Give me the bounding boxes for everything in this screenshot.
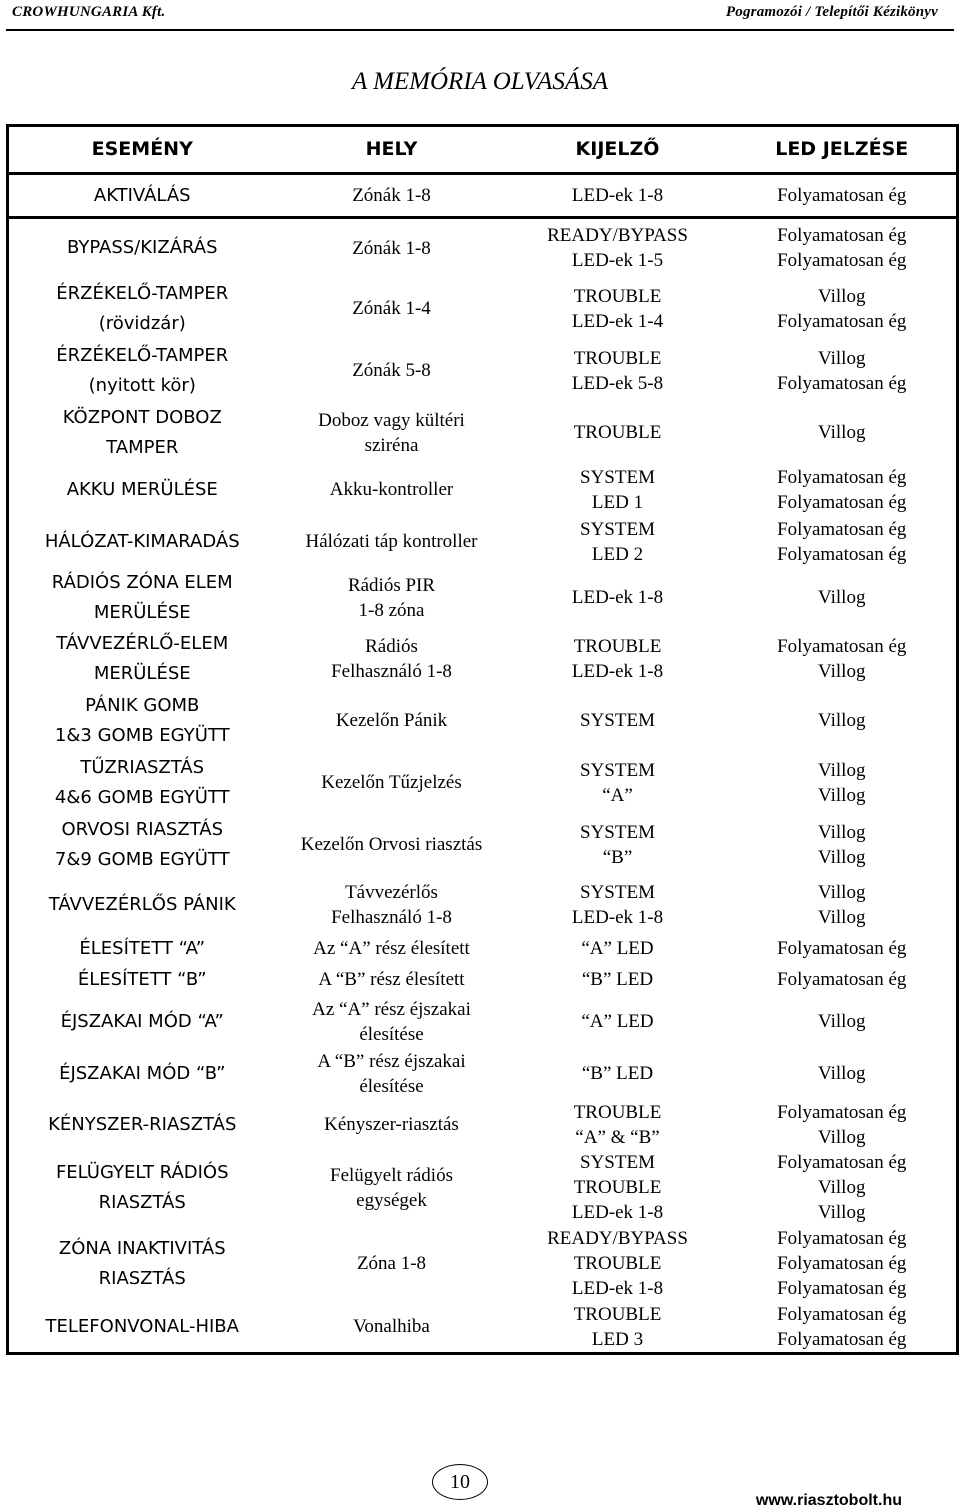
event-cell: KÖZPONT DOBOZ TAMPER [62,406,222,458]
place-cell: Kezelőn Pánik [335,710,448,731]
led-cell: Villog Villog [818,821,866,868]
place-cell: Zónák 1-8 [352,237,431,259]
event-cell: AKTIVÁLÁS [8,174,276,218]
table-row [8,1048,958,1100]
event-cell: TELEFONVONAL-HIBA [45,1315,239,1337]
led-cell: Folyamatosan ég Folyamatosan ég Folyamatosan ég [777,1228,907,1299]
display-cell: TROUBLE LED 3 [573,1303,662,1350]
place-cell: A “B” rész élesített [318,969,465,990]
led-cell: Villog Villog [818,881,866,928]
table-row [8,934,958,964]
footer-url: www.riasztobolt.hu [755,1492,902,1509]
event-cell: ÉRZÉKELŐ-TAMPER (nyitott kör) [56,344,229,396]
table-row [8,278,958,340]
place-cell: Zóna 1-8 [356,1253,427,1274]
display-cell: “B” LED [581,969,654,990]
event-cell: TŰZRIASZTÁS 4&6 GOMB EGYÜTT [54,756,230,808]
display-cell: SYSTEM “B” [580,821,655,868]
place-cell: Az “A” rész éjszakai élesítése [312,998,471,1045]
event-cell: KÉNYSZER-RIASZTÁS [48,1113,237,1135]
table-header-row [8,126,958,174]
event-cell: ZÓNA INAKTIVITÁS RIASZTÁS [58,1237,226,1289]
place-cell: Doboz vagy kültéri sziréna [318,409,465,456]
led-cell: Villog [818,1011,866,1032]
display-cell: SYSTEM TROUBLE LED-ek 1-8 [571,1152,664,1223]
page-title: A MEMÓRIA OLVASÁSA [352,68,608,95]
display-cell: TROUBLE LED-ek 5-8 [571,347,664,394]
display-cell: SYSTEM [580,710,655,731]
table-row [8,568,958,628]
table-row [8,876,958,934]
event-cell: ORVOSI RIASZTÁS 7&9 GOMB EGYÜTT [54,818,230,870]
display-cell: SYSTEM LED-ek 1-8 [571,881,664,928]
event-cell: FELÜGYELT RÁDIÓS RIASZTÁS [55,1161,229,1213]
led-cell: Folyamatosan ég Folyamatosan ég [777,1303,907,1350]
led-cell: Folyamatosan ég [777,938,907,959]
place-cell: Felügyelt rádiós egységek [330,1164,453,1211]
event-cell: ÉLESÍTETT “A” [79,937,206,959]
place-cell: Kezelőn Orvosi riasztás [300,834,483,855]
led-cell: Villog [818,710,866,731]
display-cell: READY/BYPASS LED-ek 1-5 [547,225,688,272]
led-cell: Folyamatosan ég Folyamatosan ég [777,466,907,513]
event-cell: BYPASS/KIZÁRÁS [66,237,218,259]
place-cell: Zónák 1-4 [352,298,431,319]
led-cell: Folyamatosan ég Folyamatosan ég [777,225,907,272]
table-row [8,340,958,402]
led-cell: Villog Folyamatosan ég [777,285,907,332]
led-cell: Villog [818,587,866,608]
page-number: 10 [432,1464,488,1500]
display-cell: TROUBLE “A” & “B” [573,1101,662,1148]
display-cell: TROUBLE LED-ek 1-8 [571,635,664,682]
display-cell: “A” LED [581,1011,654,1032]
display-cell: SYSTEM LED 1 [580,466,655,513]
led-cell: Villog Villog [818,759,866,806]
table-row [8,814,958,876]
column-header-event: ESEMÉNY [8,126,276,174]
place-cell: Vonalhiba [353,1316,430,1337]
header-company: CROWHUNGARIA Kft. [12,4,166,20]
table-row [8,218,958,278]
table-row [8,752,958,814]
event-cell: PÁNIK GOMB 1&3 GOMB EGYÜTT [54,694,230,746]
column-header-led: LED JELZÉSE [728,126,958,174]
led-cell: Folyamatosan ég Villog [777,1101,907,1148]
event-cell: ÉLESÍTETT “B” [77,968,207,990]
event-cell: AKKU MERÜLÉSE [66,478,218,500]
table-row [8,690,958,752]
event-cell: TÁVVEZÉRLŐ-ELEM MERÜLÉSE [56,632,229,684]
event-cell: RÁDIÓS ZÓNA ELEM MERÜLÉSE [51,571,233,623]
led-cell: Folyamatosan ég Folyamatosan ég [777,518,907,565]
led-cell: Folyamatosan ég Villog Villog [777,1152,907,1223]
table-row [8,402,958,464]
table-row [8,1302,958,1354]
led-cell: Villog [818,422,866,443]
led-cell: Folyamatosan ég [777,969,907,990]
table-row [8,174,958,218]
display-cell: TROUBLE LED-ek 1-4 [571,285,664,332]
place-cell: Rádiós PIR 1-8 zóna [347,574,436,621]
table-row [8,1100,958,1150]
place-cell: Távvezérlős Felhasználó 1-8 [331,881,452,928]
column-header-display: KIJELZŐ [508,126,728,174]
place-cell: Kényszer-riasztás [324,1114,459,1135]
display-cell: “B” LED [581,1063,654,1084]
led-cell: Folyamatosan ég [728,174,958,218]
place-cell: Kezelőn Tűzjelzés [321,772,462,793]
memory-table [6,124,959,1355]
display-cell: LED-ek 1-8 [508,174,728,218]
table-row [8,1150,958,1226]
column-header-place: HELY [276,126,508,174]
place-cell: Rádiós Felhasználó 1-8 [331,635,452,682]
display-cell: READY/BYPASS TROUBLE LED-ek 1-8 [547,1228,688,1299]
event-cell: ÉJSZAKAI MÓD “A” [60,1010,224,1032]
place-cell: Akku-kontroller [329,479,454,500]
event-cell: TÁVVEZÉRLŐS PÁNIK [48,893,236,915]
display-cell: LED-ek 1-8 [571,587,664,608]
place-cell: Zónák 5-8 [352,360,431,381]
header-manual-title: Pogramozói / Telepítői Kézikönyv [725,4,938,20]
led-cell: Villog Folyamatosan ég [777,347,907,394]
table-row [8,516,958,568]
event-cell: HÁLÓZAT-KIMARADÁS [44,530,240,552]
table-row [8,996,958,1048]
display-cell: “A” LED [581,938,654,959]
place-cell: Hálózati táp kontroller [305,531,478,552]
table-row [8,464,958,516]
display-cell: SYSTEM “A” [580,759,655,806]
table-row [8,964,958,996]
memory-table-body [8,126,958,1354]
place-cell: A “B” rész éjszakai élesítése [317,1050,466,1097]
table-row [8,628,958,690]
event-cell: ÉRZÉKELŐ-TAMPER (rövidzár) [56,282,229,334]
display-cell: SYSTEM LED 2 [580,518,655,565]
led-cell: Folyamatosan ég Villog [777,635,907,682]
header-divider [6,29,954,31]
display-cell: TROUBLE [573,422,662,443]
place-cell: Zónák 1-8 [276,174,508,218]
place-cell: Az “A” rész élesített [313,938,470,959]
led-cell: Villog [818,1063,866,1084]
table-row [8,1226,958,1302]
event-cell: ÉJSZAKAI MÓD “B” [59,1062,226,1084]
